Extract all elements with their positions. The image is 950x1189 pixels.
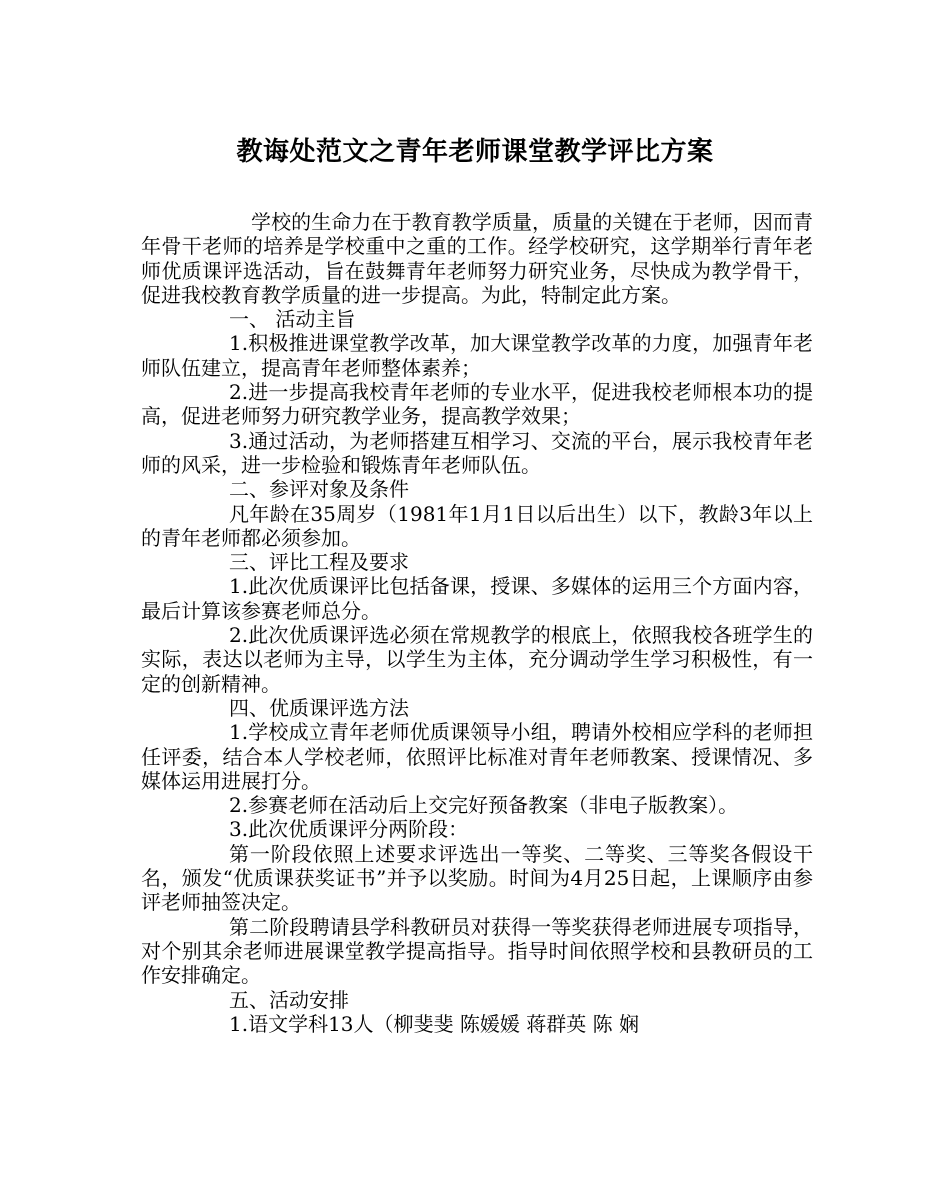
methods-item-3: 3.此次优质课评分两阶段： xyxy=(229,817,469,842)
eligibility-paragraph: 凡年龄在35周岁（1981年1月1日以后出生）以下，教龄3年以上的青年老师都必须参加。 xyxy=(141,501,813,550)
stage-two-paragraph: 第二阶段聘请县学科教研员对获得一等奖获得老师进展专项指导，对个别其余老师进展课堂教学提高指导。指导时间依照学校和县教研员的工作安排确定。 xyxy=(141,914,813,988)
requirements-item-2: 2.此次优质课评选必须在常规教学的根底上，依照我校各班学生的实际，表达以老师为主导，以学生为主体，充分调动学生学习积极性，有一定的创新精神。 xyxy=(141,623,813,696)
stage-one-paragraph: 第一阶段依照上述要求评选出一等奖、二等奖、三等奖各假设干名，颁发“优质课获奖证书”并予以奖励。时间为4月25日起，上课顺序由参评老师抽签决定。 xyxy=(141,841,813,915)
intro-paragraph: 学校的生命力在于教育教学质量，质量的关键在于老师，因而青年骨干老师的培养是学校重中之重的工作。经学校研究，这学期举行青年老师优质课评选活动，旨在鼓舞青年老师努力研究业务，尽快成为教学骨干，促进我校教育教学质量的进一步提高。为此，特制定此方案。 xyxy=(141,210,813,307)
purpose-item-1: 1.积极推进课堂教学改革，加大课堂教学改革的力度，加强青年老师队伍建立，提高青年老师整体素养； xyxy=(141,331,813,380)
document-body xyxy=(141,210,813,1036)
methods-item-2: 2.参赛老师在活动后上交完好预备教案（非电子版教案）。 xyxy=(229,793,739,818)
section-heading-purpose: 一、 活动主旨 xyxy=(229,307,356,332)
methods-item-1: 1.学校成立青年老师优质课领导小组，聘请外校相应学科的老师担任评委，结合本人学校老师，依照评比标准对青年老师教案、授课情况、多媒体运用进展打分。 xyxy=(141,720,813,793)
requirements-item-1: 1.此次优质课评比包括备课，授课、多媒体的运用三个方面内容，最后计算该参赛老师总分。 xyxy=(141,574,813,623)
schedule-item-1: 1.语文学科13人（柳斐斐 陈媛媛 蒋群英 陈 娴 xyxy=(229,1011,639,1036)
section-heading-schedule: 五、活动安排 xyxy=(229,987,349,1012)
document-title: 教诲处范文之青年老师课堂教学评比方案 xyxy=(236,137,714,167)
section-heading-requirements: 三、评比工程及要求 xyxy=(229,550,409,575)
purpose-item-3: 3.通过活动，为老师搭建互相学习、交流的平台，展示我校青年老师的风采，进一步检验和锻炼青年老师队伍。 xyxy=(141,428,813,477)
section-heading-eligibility: 二、参评对象及条件 xyxy=(229,477,409,502)
purpose-item-2: 2.进一步提高我校青年老师的专业水平，促进我校老师根本功的提高，促进老师努力研究教学业务，提高教学效果； xyxy=(141,380,813,429)
section-heading-methods: 四、优质课评选方法 xyxy=(229,695,409,720)
